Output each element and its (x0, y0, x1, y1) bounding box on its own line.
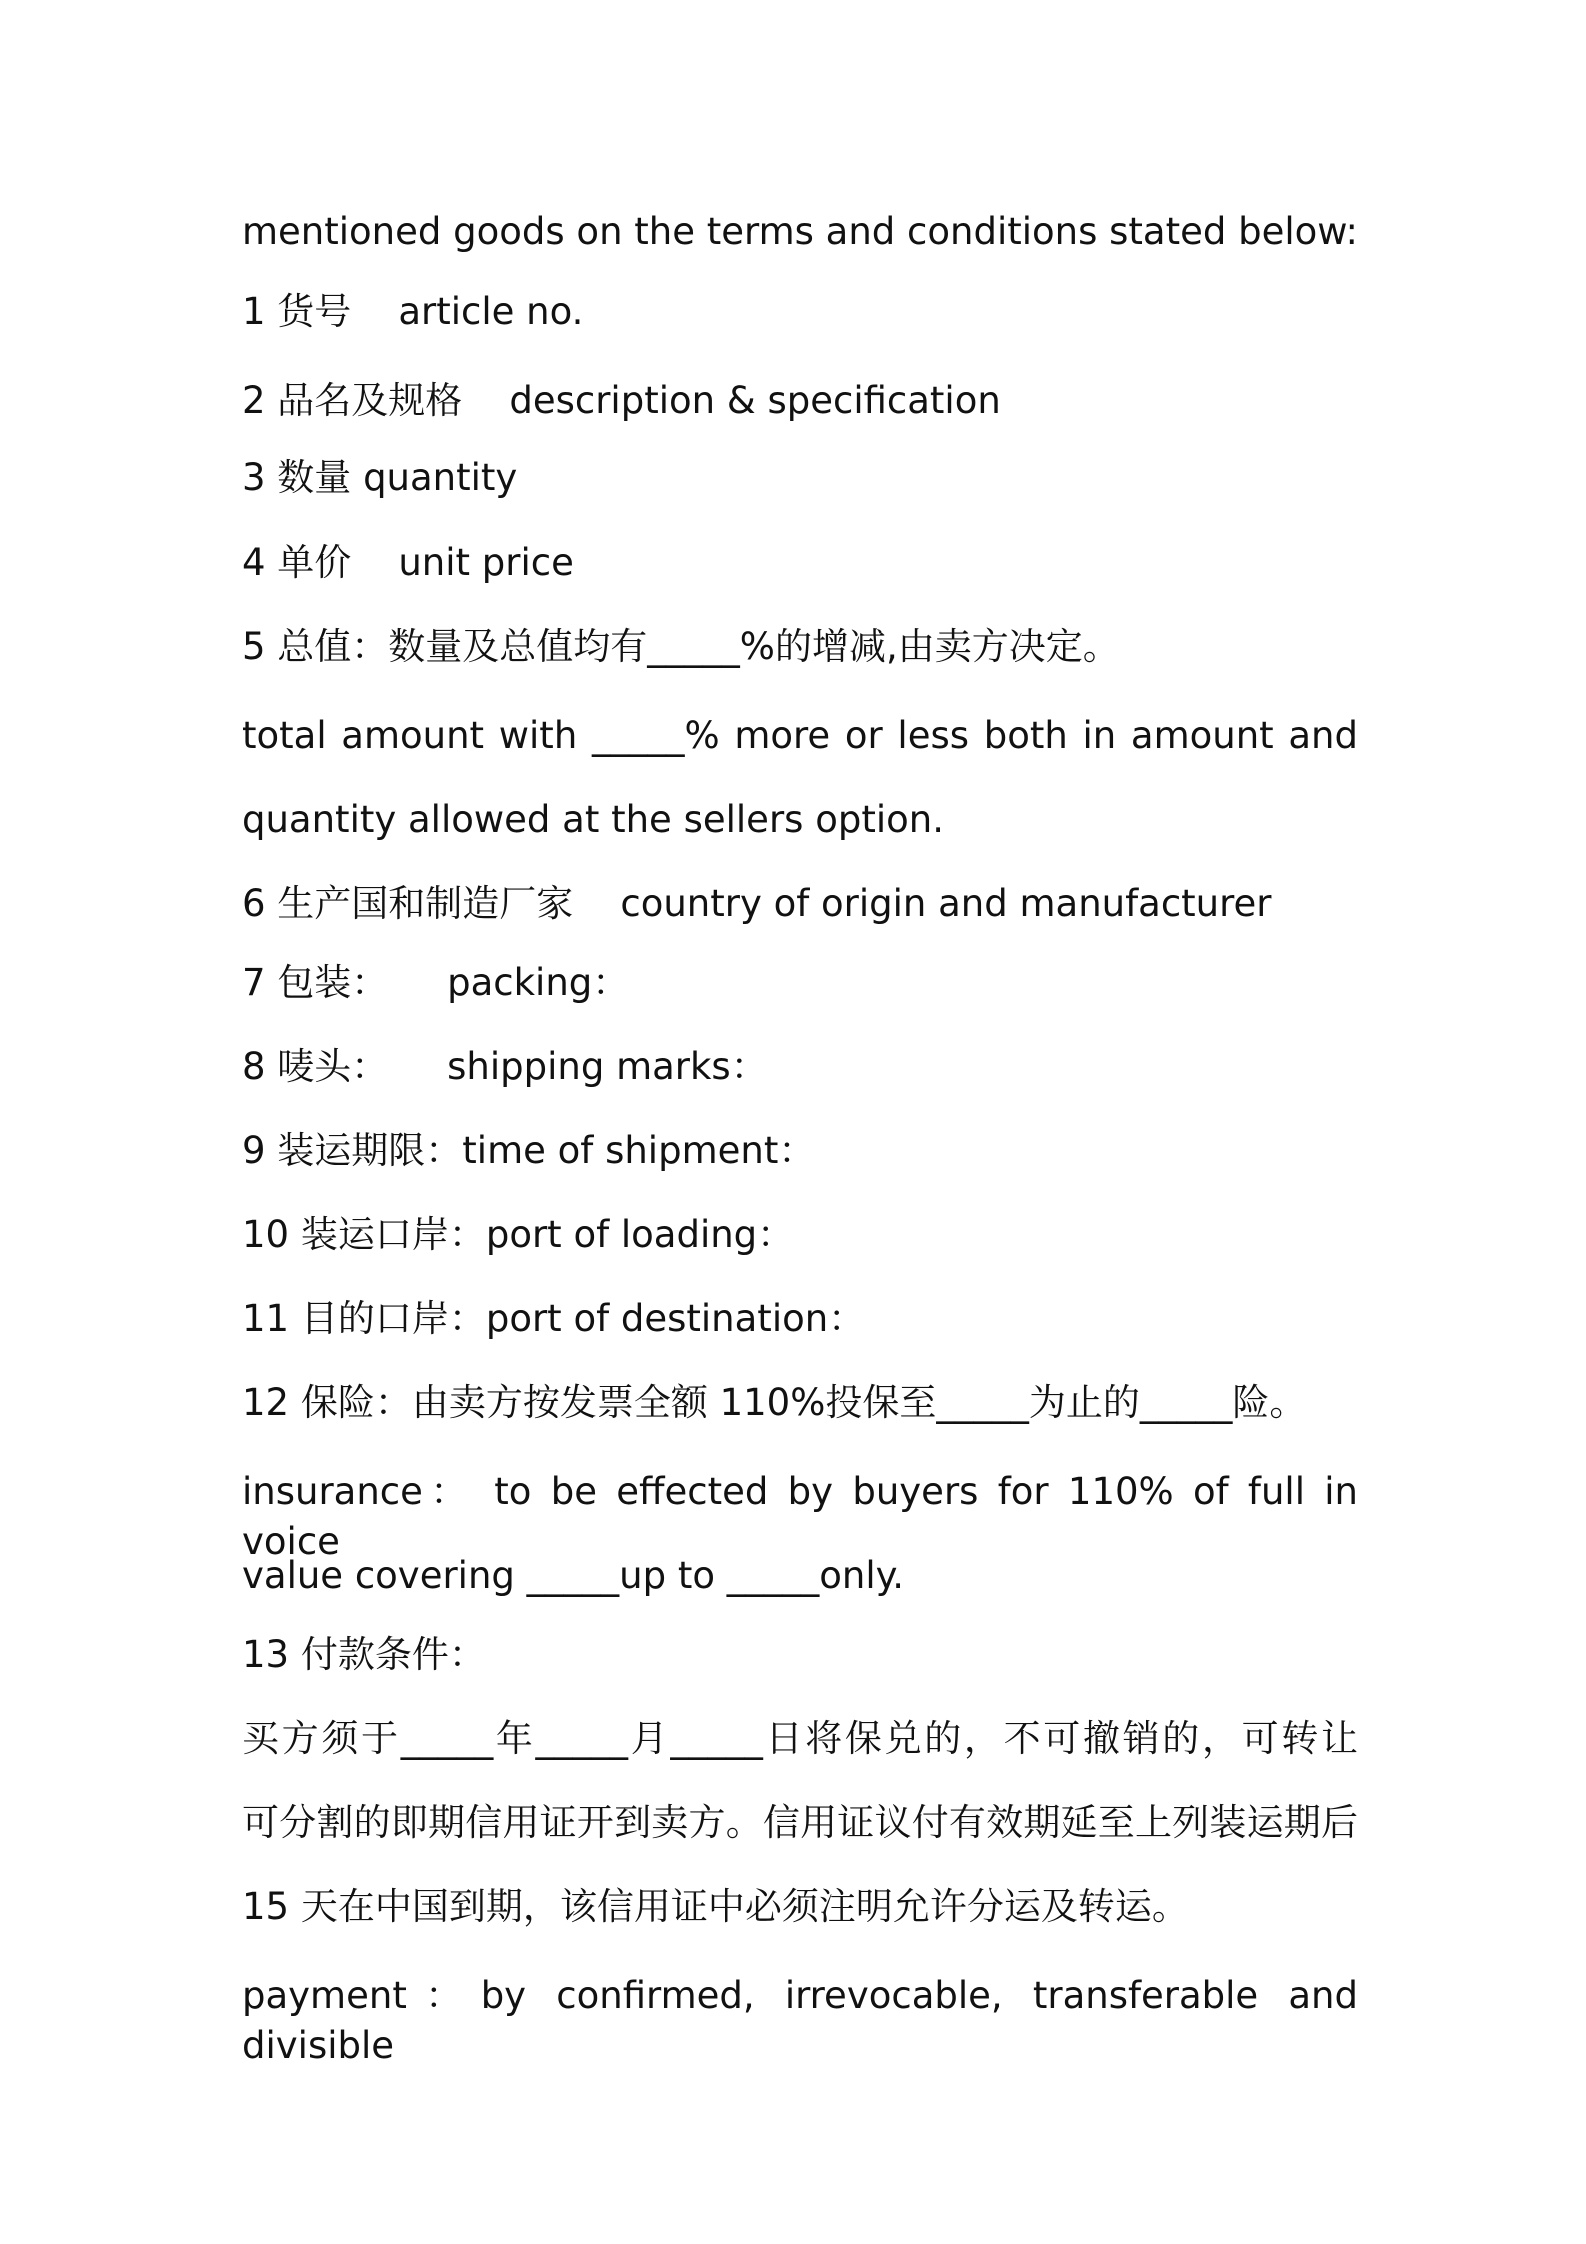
text-line-insurance-en: insurance： to be effected by buyers for 110% of full in voice (242, 1470, 1358, 1563)
text-line-description: 2 品名及规格 description & specification (242, 379, 1001, 422)
text-line-total-amount-en: total amount with _____% more or less both in amount and (242, 714, 1358, 757)
text-line-sellers-option: quantity allowed at the sellers option. (242, 798, 944, 841)
text-line-shipping-marks: 8 唛头： shipping marks： (242, 1045, 768, 1088)
text-line-time-of-shipment: 9 装运期限：time of shipment： (242, 1129, 816, 1172)
text-line-intro: mentioned goods on the terms and conditions stated below: (242, 210, 1358, 253)
text-line-total-value-cn: 5 总值：数量及总值均有_____%的增减,由卖方决定。 (242, 625, 1120, 668)
text-line-payment-cn-1: 买方须于_____年_____月_____日将保兑的，不可撤销的，可转让 (242, 1717, 1358, 1760)
text-line-quantity: 3 数量 quantity (242, 456, 518, 499)
text-line-port-of-destination: 11 目的口岸：port of destination： (242, 1297, 866, 1340)
text-line-value-covering: value covering _____up to _____only. (242, 1554, 905, 1597)
text-line-port-of-loading: 10 装运口岸：port of loading： (242, 1213, 795, 1256)
text-line-payment-cn-2: 可分割的即期信用证开到卖方。信用证议付有效期延至上列装运期后 (242, 1801, 1358, 1844)
text-line-packing: 7 包装： packing： (242, 961, 630, 1004)
text-line-country-of-origin: 6 生产国和制造厂家 country of origin and manufacturer (242, 882, 1272, 925)
text-line-insurance-cn: 12 保险：由卖方按发票全额 110%投保至_____为止的_____险。 (242, 1381, 1307, 1424)
text-line-article-no: 1 货号 article no. (242, 290, 584, 333)
text-line-payment-terms-heading: 13 付款条件： (242, 1633, 486, 1676)
text-line-payment-en: payment：by confirmed, irrevocable, transferable and divisible (242, 1974, 1358, 2067)
text-line-payment-cn-3: 15 天在中国到期，该信用证中必须注明允许分运及转运。 (242, 1885, 1189, 1928)
text-line-unit-price: 4 单价 unit price (242, 541, 574, 584)
